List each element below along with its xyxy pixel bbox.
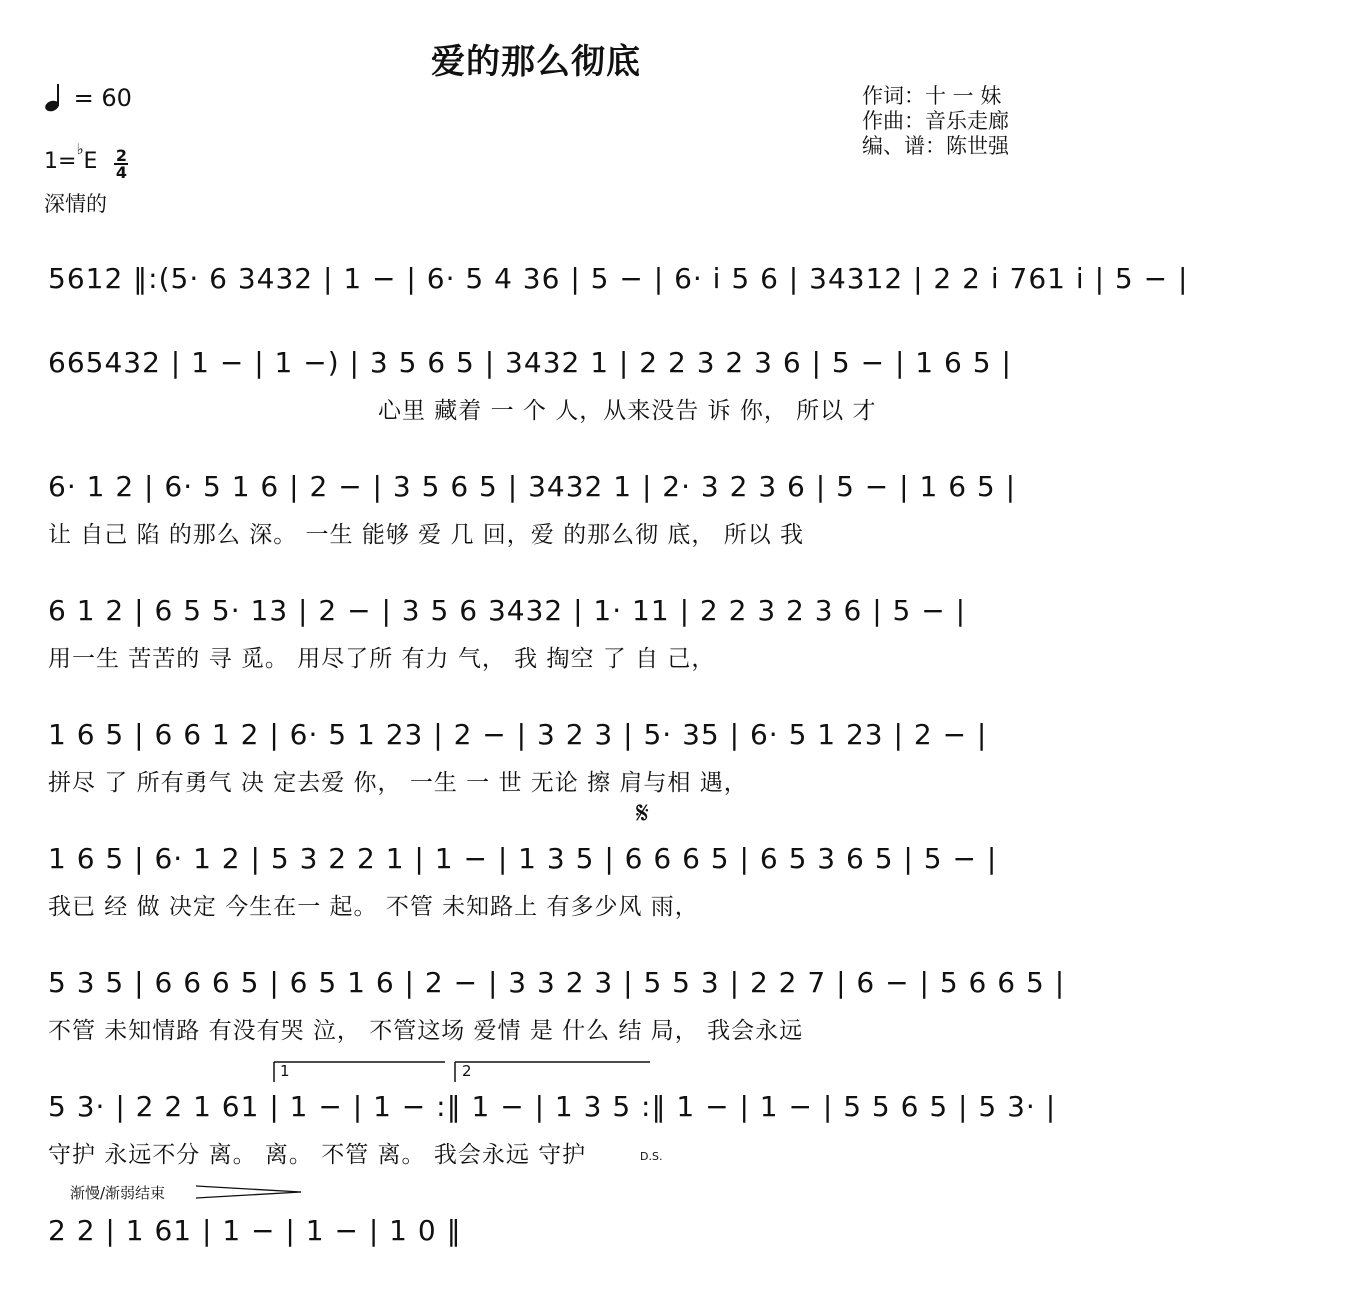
lyrics-line: 用一生 苦苦的 寻 觅。 用尽了所 有力 气， 我 掏空 了 自 己， xyxy=(48,646,716,672)
volta-1-label: 1 xyxy=(280,1062,290,1080)
notation-line: 5 3· | 2 2 1 61 | 1 − | 1 − :‖ 1 − | 1 3 5 :‖ 1 − | 1 − | 5 5 6 5 | 5 3· | xyxy=(48,1090,1057,1123)
time-signature xyxy=(114,148,128,180)
meter-bottom: 4 xyxy=(115,163,127,182)
notation-line: 665432 | 1 − | 1 −) | 3 5 6 5 | 3432 1 | 2 2 3 2 3 6 | 5 − | 1 6 5 | xyxy=(48,346,1012,379)
expression-marking: 深情的 xyxy=(44,192,107,216)
lyrics-line: 心里 藏着 一 个 人，从来没告 诉 你， 所以 才 xyxy=(378,398,877,424)
notation-line: 6· 1 2 | 6· 5 1 6 | 2 − | 3 5 6 5 | 3432 1 | 2· 3 2 3 6 | 5 − | 1 6 5 | xyxy=(48,470,1017,503)
quarter-note-icon xyxy=(44,82,66,112)
tempo-marking xyxy=(44,82,132,112)
notation-line: 5612 ‖:(5· 6 3432 | 1 − | 6· 5 4 36 | 5 − | 6· i 5 6 | 34312 | 2 2 i 761 i | 5 − | xyxy=(48,262,1189,295)
tempo-value: = 60 xyxy=(73,84,132,112)
lyrics-line: 让 自己 陷 的那么 深。 一生 能够 爱 几 回，爱 的那么彻 底， 所以 我 xyxy=(48,522,805,548)
notation-line: 1 6 5 | 6· 1 2 | 5 3 2 2 1 | 1 − | 1 3 5 | 6 6 6 5 | 6 5 3 6 5 | 5 − | xyxy=(48,842,998,875)
ds-marking: D.S. xyxy=(640,1150,663,1163)
credits xyxy=(862,84,1009,159)
lyrics-line: 我已 经 做 决定 今生在一 起。 不管 未知路上 有多少风 雨， xyxy=(48,894,699,920)
notation-line: 5 3 5 | 6 6 6 5 | 6 5 1 6 | 2 − | 3 3 2 3 | 5 5 3 | 2 2 7 | 6 − | 5 6 6 5 | xyxy=(48,966,1066,999)
meter-top: 2 xyxy=(115,146,127,165)
lyrics-line: 不管 未知情路 有没有哭 泣， 不管这场 爱情 是 什么 结 局， 我会永远 xyxy=(48,1018,804,1044)
volta-2-label: 2 xyxy=(462,1062,472,1080)
flat-sign: ♭ xyxy=(76,140,84,158)
lyricist: 作词：十 一 妹 xyxy=(862,84,1002,108)
notation-line: 1 6 5 | 6 6 1 2 | 6· 5 1 23 | 2 − | 3 2 3 | 5· 35 | 6· 5 1 23 | 2 − | xyxy=(48,718,988,751)
notation-line: 6 1 2 | 6 5 5· 13 | 2 − | 3 5 6 3432 | 1· 11 | 2 2 3 2 3 6 | 5 − | xyxy=(48,594,967,627)
lyrics-line: 守护 永远不分 离。 离。 不管 离。 我会永远 守护 xyxy=(48,1142,587,1168)
song-title: 爱的那么彻底 xyxy=(431,42,641,82)
volta-brackets xyxy=(270,1060,730,1090)
notation-line: 2 2 | 1 61 | 1 − | 1 − | 1 0 ‖ xyxy=(48,1214,462,1247)
segno-sign: 𝄋 xyxy=(636,796,649,831)
arranger: 编、谱：陈世强 xyxy=(862,134,1009,158)
key-note: E xyxy=(83,149,98,174)
key-prefix: 1= xyxy=(44,149,77,174)
ritardando-marking: 渐慢/渐弱结束 xyxy=(70,1184,166,1202)
lyrics-line: 拼尽 了 所有勇气 决 定去爱 你， 一生 一 世 无论 擦 肩与相 遇， xyxy=(48,770,748,796)
key-signature xyxy=(44,140,128,182)
composer: 作曲：音乐走廊 xyxy=(862,109,1009,133)
diminuendo-hairpin xyxy=(196,1184,306,1200)
